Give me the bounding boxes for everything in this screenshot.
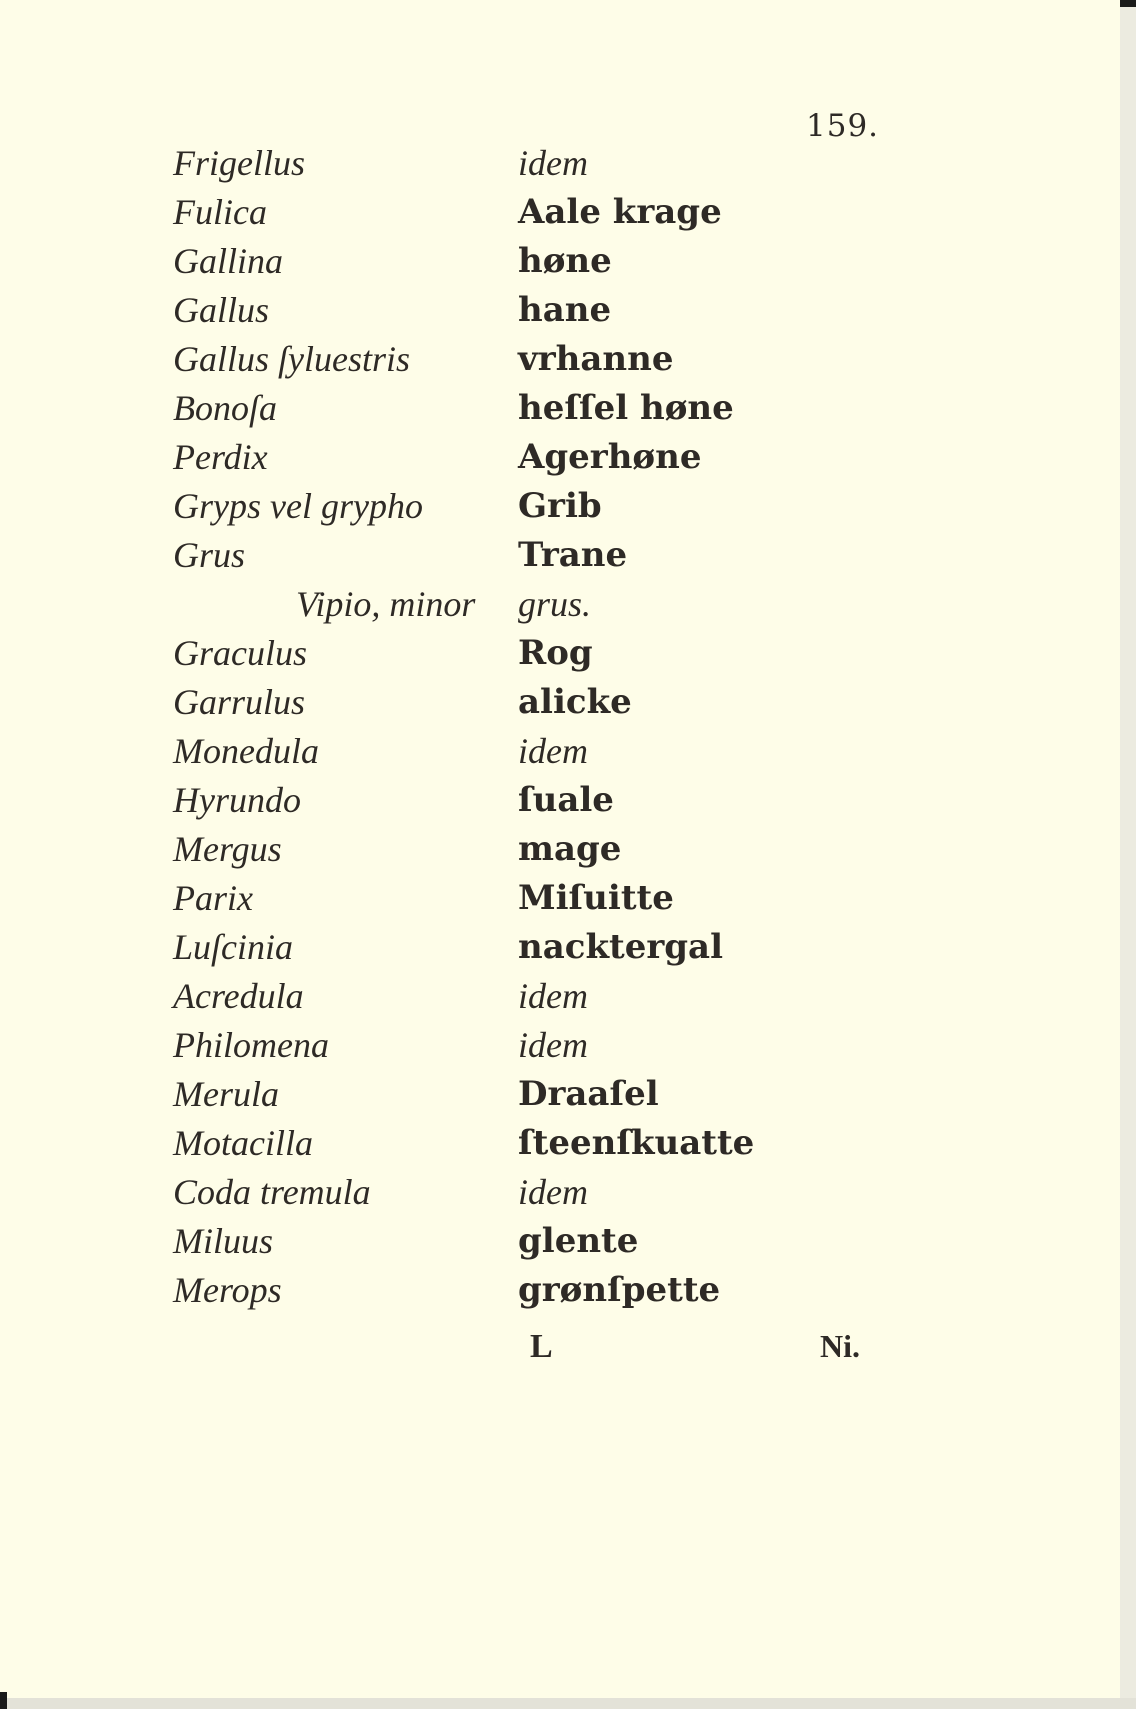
glossary-row — [0, 629, 1120, 677]
danish-term: mage — [518, 829, 622, 869]
danish-term: hane — [518, 290, 612, 330]
latin-term: Merops — [173, 1270, 282, 1310]
signature-mark: L — [530, 1328, 553, 1365]
latin-term: Merula — [173, 1074, 279, 1114]
glossary-row — [0, 1217, 1120, 1265]
latin-term: Hyrundo — [173, 780, 301, 820]
latin-term: Gallus — [173, 290, 270, 330]
latin-term: Gallina — [173, 241, 284, 281]
latin-term: Perdix — [173, 437, 268, 477]
glossary-row — [0, 384, 1120, 432]
glossary-row — [0, 482, 1120, 530]
danish-term: ſteenſkuatte — [518, 1123, 755, 1163]
latin-term: Graculus — [173, 633, 307, 673]
latin-term: Monedula — [173, 731, 319, 771]
latin-term: Philomena — [173, 1025, 329, 1065]
page-number: 159. — [806, 108, 880, 144]
danish-term: Rog — [518, 633, 593, 673]
danish-term: grønſpette — [518, 1270, 721, 1310]
glossary-row — [0, 1119, 1120, 1167]
latin-term: Fulica — [173, 192, 267, 232]
glossary-row — [0, 1168, 1120, 1216]
glossary-row — [0, 923, 1120, 971]
page-edge-right — [1120, 0, 1136, 1709]
danish-term: glente — [518, 1221, 639, 1261]
latin-term: Vipio, minor — [296, 584, 476, 624]
danish-term: heſſel høne — [518, 388, 734, 428]
page-edge-bottom — [0, 1698, 1136, 1709]
glossary-row — [0, 825, 1120, 873]
danish-term: Aale krage — [518, 192, 722, 232]
glossary-row — [0, 727, 1120, 775]
latin-term: Parix — [173, 878, 253, 918]
latin-term: Mergus — [173, 829, 282, 869]
glossary-row — [0, 874, 1120, 922]
latin-term: Miluus — [173, 1221, 274, 1261]
danish-term: idem — [518, 1025, 588, 1065]
latin-term: Acredula — [173, 976, 304, 1016]
latin-term: Coda tremula — [173, 1172, 371, 1212]
danish-term: vrhanne — [518, 339, 674, 379]
glossary-row — [0, 678, 1120, 726]
danish-term: Miſuitte — [518, 878, 674, 918]
glossary-row — [0, 531, 1120, 579]
glossary-row — [0, 139, 1120, 187]
glossary-row — [0, 580, 1120, 628]
catchword: Ni. — [820, 1328, 860, 1364]
scan-left-mark — [0, 1692, 7, 1709]
danish-term: grus. — [518, 584, 592, 624]
danish-term: ſuale — [518, 780, 614, 820]
glossary-row — [0, 1070, 1120, 1118]
danish-term: Grib — [518, 486, 602, 526]
danish-term: nacktergal — [518, 927, 723, 967]
glossary-row — [0, 1021, 1120, 1069]
glossary-row — [0, 286, 1120, 334]
danish-term: idem — [518, 976, 588, 1016]
danish-term: idem — [518, 731, 588, 771]
danish-term: idem — [518, 1172, 588, 1212]
danish-term: Agerhøne — [518, 437, 702, 477]
glossary-row — [0, 188, 1120, 236]
glossary-row — [0, 972, 1120, 1020]
latin-term: Luſcinia — [173, 927, 294, 967]
danish-term: alicke — [518, 682, 632, 722]
glossary-row — [0, 776, 1120, 824]
glossary-row — [0, 335, 1120, 383]
glossary-row — [0, 433, 1120, 481]
glossary-row — [0, 237, 1120, 285]
latin-term: Bonoſa — [173, 388, 277, 428]
scan-corner-mark — [1120, 0, 1136, 7]
latin-term: Garrulus — [173, 682, 306, 722]
danish-term: Trane — [518, 535, 628, 575]
danish-term: idem — [518, 143, 588, 183]
glossary-row — [0, 1266, 1120, 1314]
latin-term: Frigellus — [173, 143, 305, 183]
danish-term: Draaſel — [518, 1074, 659, 1114]
latin-term: Gryps vel grypho — [173, 486, 423, 526]
latin-term: Gallus ſyluestris — [173, 339, 411, 379]
latin-term: Grus — [173, 535, 246, 575]
danish-term: høne — [518, 241, 612, 281]
latin-term: Motacilla — [173, 1123, 313, 1163]
